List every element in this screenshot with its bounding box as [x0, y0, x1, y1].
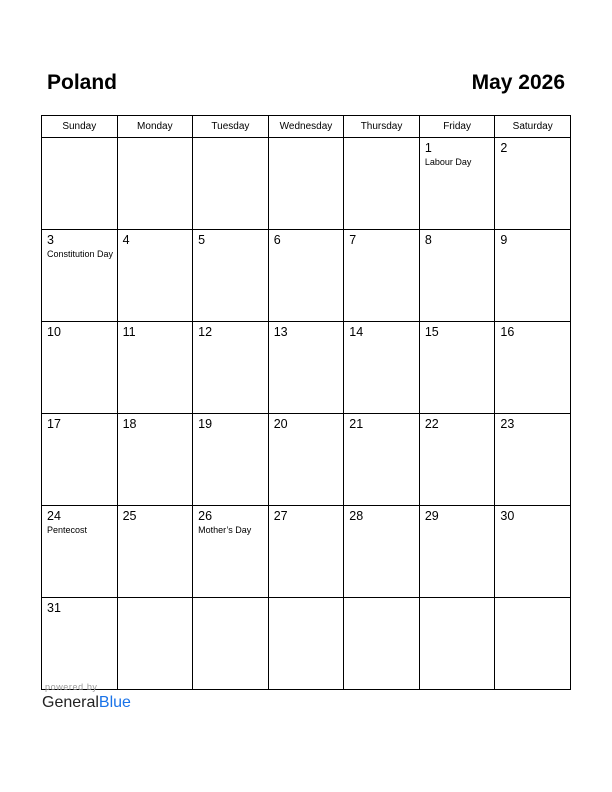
day-cell [268, 414, 344, 506]
weekday-monday: Monday [117, 116, 193, 138]
day-cell [268, 230, 344, 322]
day-number: 9 [500, 233, 508, 247]
day-number: 23 [500, 417, 515, 431]
day-cell [268, 138, 344, 230]
day-cell [193, 230, 269, 322]
holiday-label: Labour Day [424, 157, 472, 167]
day-number: 24 [47, 509, 61, 523]
day-number: 17 [47, 417, 61, 431]
day-number: 1 [424, 141, 432, 155]
day-number: 28 [349, 509, 364, 523]
day-cell [495, 598, 571, 690]
day-cell [495, 414, 571, 506]
day-cell [42, 506, 118, 598]
day-cell [193, 598, 269, 690]
day-cell [419, 138, 495, 230]
day-cell [42, 414, 118, 506]
weekday-sunday: Sunday [42, 116, 118, 138]
day-cell [419, 322, 495, 414]
day-number: 26 [198, 509, 213, 523]
day-cell [117, 322, 193, 414]
day-number: 22 [424, 417, 439, 431]
day-cell [419, 230, 495, 322]
powered-by-text: powered by [45, 682, 98, 692]
day-cell [495, 506, 571, 598]
day-number: 25 [122, 509, 137, 523]
week-row [42, 414, 571, 506]
day-cell [117, 230, 193, 322]
day-cell [419, 506, 495, 598]
weekday-tuesday: Tuesday [193, 116, 269, 138]
day-number: 10 [47, 325, 61, 339]
weekday-friday: Friday [419, 116, 495, 138]
day-number: 16 [500, 325, 515, 339]
day-cell [419, 598, 495, 690]
country-title: Poland [47, 71, 118, 94]
day-cell [117, 138, 193, 230]
day-cell [42, 322, 118, 414]
day-number: 2 [500, 141, 508, 155]
day-number: 27 [273, 509, 288, 523]
day-number: 4 [122, 233, 130, 247]
brand-blue-text: Blue [98, 694, 131, 711]
weekday-saturday: Saturday [495, 116, 571, 138]
day-cell [495, 138, 571, 230]
weekday-header-row [42, 116, 571, 138]
day-cell [344, 230, 420, 322]
holiday-label: Constitution Day [47, 249, 114, 259]
day-cell [193, 414, 269, 506]
day-cell [495, 322, 571, 414]
day-cell [42, 230, 118, 322]
day-cell [344, 506, 420, 598]
day-number: 3 [47, 233, 54, 247]
day-cell [268, 598, 344, 690]
calendar-grid [41, 115, 571, 690]
day-cell [268, 322, 344, 414]
day-cell [495, 230, 571, 322]
day-cell [419, 414, 495, 506]
day-cell [193, 322, 269, 414]
day-cell [117, 506, 193, 598]
week-row [42, 230, 571, 322]
day-number: 15 [424, 325, 439, 339]
day-number: 12 [198, 325, 213, 339]
day-number: 5 [198, 233, 206, 247]
day-number: 14 [349, 325, 364, 339]
day-cell [344, 322, 420, 414]
day-number: 7 [349, 233, 357, 247]
day-cell [268, 506, 344, 598]
day-number: 31 [47, 601, 61, 615]
day-number: 21 [349, 417, 364, 431]
day-number: 30 [500, 509, 515, 523]
week-row [42, 138, 571, 230]
day-number: 18 [122, 417, 137, 431]
weekday-thursday: Thursday [344, 116, 420, 138]
brand-general-text: General [42, 694, 99, 711]
day-number: 20 [273, 417, 288, 431]
day-cell [42, 138, 118, 230]
day-number: 11 [122, 325, 136, 339]
day-number: 19 [198, 417, 213, 431]
generalblue-logo[interactable] [42, 694, 131, 712]
day-cell [344, 598, 420, 690]
week-row [42, 506, 571, 598]
holiday-label: Mother’s Day [198, 525, 252, 535]
month-year-title: May 2026 [471, 71, 565, 94]
day-number: 13 [273, 325, 288, 339]
weekday-wednesday: Wednesday [268, 116, 344, 138]
day-number: 8 [424, 233, 432, 247]
day-cell [344, 138, 420, 230]
day-cell [193, 138, 269, 230]
day-cell [117, 598, 193, 690]
holiday-label: Pentecost [47, 525, 88, 535]
day-cell [42, 598, 118, 690]
day-cell [193, 506, 269, 598]
day-cell [344, 414, 420, 506]
day-number: 29 [424, 509, 439, 523]
week-row [42, 322, 571, 414]
week-row [42, 598, 571, 690]
day-number: 6 [273, 233, 281, 247]
day-cell [117, 414, 193, 506]
